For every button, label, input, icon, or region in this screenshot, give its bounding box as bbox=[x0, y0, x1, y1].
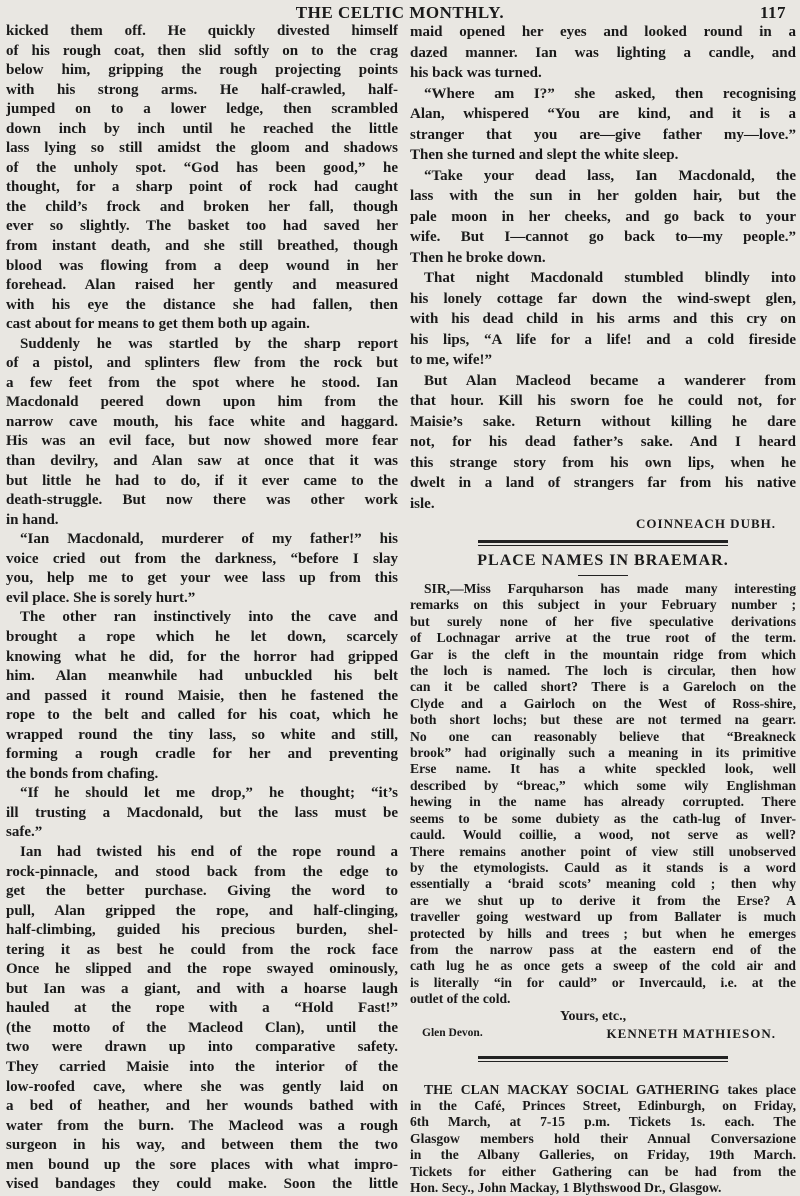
text-line: lass with the sun in her golden hair, but the bbox=[410, 188, 796, 204]
text-line: a few feet from the spot where he stood. Ian bbox=[6, 374, 398, 391]
text-line: Gar is the cleft in the mountain ridge from which bbox=[410, 646, 796, 662]
paragraph bbox=[410, 371, 796, 515]
text-line: half-climbing, guided his precious burden, shel- bbox=[6, 922, 398, 939]
text-line: with his strong arms. He half-crawled, half- bbox=[6, 81, 398, 98]
paragraph bbox=[6, 335, 398, 530]
text-line: in hand. bbox=[6, 511, 59, 528]
text-line: remarks on this subject in your February number ; bbox=[410, 597, 796, 613]
text-line: “If he should let me drop,” he thought; “it’s bbox=[20, 785, 398, 802]
text-line: Erse name. It has a white speckled look, well bbox=[410, 761, 796, 777]
text-line: but little he had to do, if it ever came to the bbox=[6, 472, 398, 489]
text-line: from instant death, and she still breathed, though bbox=[6, 238, 398, 255]
text-line: death-struggle. But now there was other work bbox=[6, 492, 398, 509]
text-line: of Lochnagar arrive at the true root of the term. bbox=[410, 630, 796, 646]
text-line: water from the burn. The Macleod was a rough bbox=[6, 1117, 398, 1134]
text-line: wife. But I—cannot go back to—my people.” bbox=[410, 229, 796, 245]
text-line: of his rough coat, then slid softly on to the crag bbox=[6, 42, 398, 59]
text-line: rope to the belt and called for his coat, which he bbox=[6, 707, 398, 724]
letter-closing: Yours, etc., bbox=[560, 1008, 627, 1024]
text-line: seems to be some dubiety as the cath-lug of Inver- bbox=[410, 810, 796, 826]
text-line: rock-pinnacle, and stood back from the edge to bbox=[6, 863, 398, 880]
text-line: from the narrow pass at the eastern end of the bbox=[410, 941, 796, 957]
clan-mackay-notice bbox=[410, 1082, 796, 1196]
paragraph bbox=[6, 608, 398, 784]
text-line: of the unholy spot. “God has been good,” he bbox=[6, 159, 398, 176]
article-heading: PLACE NAMES IN BRAEMAR. bbox=[477, 552, 729, 569]
text-line: his lips, “A life for a life! and a cold fireside bbox=[410, 331, 796, 348]
text-line: jumped on to a lower ledge, then scrambled bbox=[6, 101, 398, 118]
text-line: the bonds from chafing. bbox=[6, 765, 159, 782]
text-line: 6th March, at 7-15 p.m. Tickets 1s. each. The bbox=[410, 1114, 796, 1130]
text-line: tering it as best he could from the rock face bbox=[6, 941, 398, 958]
text-line: a bed of heather, and her wounds bathed with bbox=[6, 1098, 398, 1115]
letter-signature: KENNETH MATHIESON. bbox=[606, 1025, 776, 1041]
text-line: (the motto of the Macleod Clan), until the bbox=[6, 1019, 398, 1036]
text-line: Once he slipped and the rope swayed ominously, bbox=[6, 961, 398, 978]
text-line: is literally “in for cauld” or Invercauld, i.e. at the bbox=[410, 974, 796, 990]
letter-signoff bbox=[410, 1025, 796, 1042]
text-line: surgeon in his way, and between them the two bbox=[6, 1137, 398, 1154]
text-line: hewing in the name has already corrupted. There bbox=[410, 794, 796, 810]
text-line: you, help me to get your wee lass up from this bbox=[6, 570, 398, 587]
text-line: No one can reasonably believe that “Breakneck bbox=[410, 728, 796, 744]
text-line: hauled at the rope with a “Hold Fast!” bbox=[6, 1000, 398, 1017]
text-line: dwelt in a land of strangers far from his native bbox=[410, 475, 796, 491]
paragraph bbox=[410, 22, 796, 84]
short-rule bbox=[578, 575, 628, 576]
paragraph bbox=[410, 1082, 796, 1196]
paragraph bbox=[410, 581, 796, 1008]
text-line: cauld. Would coillie, a wood, not serve as well? bbox=[410, 827, 796, 843]
text-line: but Ian was a giant, and with a hoarse laugh bbox=[6, 980, 398, 997]
right-column bbox=[410, 22, 796, 1196]
text-line: down inch by inch until he reached the little bbox=[6, 120, 398, 137]
text-line: described by “breac,” which some wily Englishman bbox=[410, 777, 796, 793]
text-line: They carried Maisie into the interior of the bbox=[6, 1058, 398, 1075]
text-line: ill trusting a Macdonald, but the lass must be bbox=[6, 804, 398, 821]
text-line: can it be called short? There is a Gareloch on the bbox=[410, 679, 796, 695]
text-line: isle. bbox=[410, 495, 435, 512]
text-line: knowing what he did, for the horror had gripped bbox=[6, 648, 398, 665]
page-number: 117 bbox=[759, 3, 786, 22]
text-line: Then he broke down. bbox=[410, 249, 546, 266]
text-line: brook” had originally such a meaning in its primitive bbox=[410, 745, 796, 761]
text-line: are we shut up to derive it from the Erse? A bbox=[410, 892, 796, 908]
text-line: that hour. Kill his sworn foe he could not, for bbox=[410, 393, 796, 409]
text-line: two were drawn up into comparative safety. bbox=[6, 1039, 398, 1056]
double-rule-divider bbox=[478, 1056, 728, 1062]
text-line: Clyde and a Gairloch on the West of Ross-shire, bbox=[410, 695, 796, 711]
text-line: men bound up the sore places with what impro- bbox=[6, 1156, 398, 1173]
text-line: his lonely cottage far down the wind-swept glen, bbox=[410, 290, 796, 307]
letter-body bbox=[410, 581, 796, 1008]
text-line: Suddenly he was startled by the sharp report bbox=[20, 335, 398, 352]
text-line: safe.” bbox=[6, 824, 43, 841]
text-line: forehead. Alan raised her gently and measured bbox=[6, 277, 398, 294]
text-line: Glasgow members hold their Annual Conversazione bbox=[410, 1130, 796, 1146]
paragraph bbox=[410, 84, 796, 166]
text-line: stranger that you are—give father my—love.” bbox=[410, 126, 796, 143]
text-line: traveller going westward up from Ballater is much bbox=[410, 909, 796, 925]
text-line: lass lying so still amidst the gloom and shadows bbox=[6, 140, 398, 157]
text-line: Hon. Secy., John Mackay, 1 Blythswood Dr., Glasgow. bbox=[410, 1180, 722, 1195]
text-line: The other ran instinctively into the cave and bbox=[20, 609, 398, 626]
text-line: Macdonald peered down upon him from the bbox=[6, 394, 398, 411]
text-line: evil place. She is sorely hurt.” bbox=[6, 589, 196, 606]
story-ending bbox=[410, 22, 796, 514]
text-line: his back was turned. bbox=[410, 65, 542, 81]
text-line: Alan, whispered “You are kind, and it is a bbox=[410, 106, 796, 122]
text-line: him. Alan meanwhile had unbuckled his belt bbox=[6, 668, 398, 685]
text-line: protected by hills and trees ; but when he emerges bbox=[410, 925, 796, 941]
text-line: dazed manner. Ian was lighting a candle, and bbox=[410, 44, 796, 61]
text-line: Ian had twisted his end of the rope round a bbox=[20, 843, 398, 860]
text-line: with his dead child in his arms and this cry on bbox=[410, 311, 796, 327]
text-line: and passed it round Maisie, then he fastened the bbox=[6, 687, 398, 704]
story-signature: COINNEACH DUBH. bbox=[636, 516, 776, 531]
text-line: of a pistol, and splinters flew from the rock but bbox=[6, 355, 398, 372]
text-line: There remains another point of view still unobserved bbox=[410, 843, 796, 859]
text-line: cath lug he as once gets a sweep of the cold air and bbox=[410, 958, 796, 974]
text-line: below him, gripping the rough projecting points bbox=[6, 62, 398, 79]
text-line: the loch is named. The loch is circular, then how bbox=[410, 663, 796, 679]
text-line: than devilry, and Alan saw at once that it was bbox=[6, 453, 398, 470]
text-line: to me, wife!” bbox=[410, 352, 493, 368]
text-line: the child’s frock and broken her fall, though bbox=[6, 198, 398, 215]
text-line: That night Macdonald stumbled blindly into bbox=[424, 270, 796, 286]
text-line: get the better purchase. Giving the word to bbox=[6, 883, 398, 900]
text-line: “Where am I?” she asked, then recognising bbox=[424, 85, 796, 102]
text-line: vised bandages they could make. Soon the little bbox=[6, 1176, 398, 1193]
text-line: in the Albany Galleries, on Friday, 19th March. bbox=[410, 1147, 796, 1163]
text-line: maid opened her eyes and looked round in a bbox=[410, 24, 796, 40]
text-line: both short lochs; but these are not termed na gearr. bbox=[410, 712, 796, 728]
text-line: narrow cave mouth, his face white and haggard. bbox=[6, 413, 398, 430]
text-line: cast about for means to get them both up again. bbox=[6, 316, 310, 333]
text-line: Tickets for either Gathering can be had from the bbox=[410, 1163, 796, 1179]
text-line: wrapped round the tiny lass, so white and still, bbox=[6, 726, 398, 743]
text-line: this strange story from his own lips, when he bbox=[410, 454, 796, 471]
text-line: by the etymologists. Cauld as it stands is a word bbox=[410, 859, 796, 875]
text-line: “Ian Macdonald, murderer of my father!” his bbox=[20, 531, 398, 548]
paragraph bbox=[6, 22, 398, 335]
left-column bbox=[6, 22, 398, 1195]
paragraph bbox=[6, 843, 398, 1195]
paragraph bbox=[410, 166, 796, 269]
text-line: brought a rope which he let down, scarcely bbox=[6, 628, 398, 645]
text-line: voice cried out from the darkness, “before I slay bbox=[6, 550, 398, 567]
journal-title: THE CELTIC MONTHLY. bbox=[295, 3, 505, 22]
text-line: outlet of the cold. bbox=[410, 991, 511, 1007]
text-line: THE CLAN MACKAY SOCIAL GATHERING takes place bbox=[424, 1081, 796, 1097]
text-line: Then she turned and slept the white sleep. bbox=[410, 147, 679, 163]
text-line: forming a rough cradle for her and preventing bbox=[6, 746, 398, 763]
text-line: with his eye the distance she had fallen, then bbox=[6, 296, 398, 313]
text-line: pale moon in her cheeks, and go back to your bbox=[410, 208, 796, 225]
paragraph bbox=[6, 530, 398, 608]
text-line: essentially a ‘braid scots’ meaning cold ; then why bbox=[410, 876, 796, 892]
text-line: SIR,—Miss Farquharson has made many interesting bbox=[424, 581, 796, 596]
text-line: kicked them off. He quickly divested himself bbox=[6, 23, 398, 39]
paragraph bbox=[6, 784, 398, 843]
text-line: but surely none of her five speculative derivations bbox=[410, 613, 796, 629]
text-line: not, for his dead father’s sake. And I heard bbox=[410, 434, 796, 450]
text-line: But Alan Macleod became a wanderer from bbox=[424, 372, 796, 389]
text-line: “Take your dead lass, Ian Macdonald, the bbox=[424, 167, 796, 184]
text-line: Maisie’s sake. Return without killing he dare bbox=[410, 413, 796, 430]
text-line: His was an evil face, but now showed more fear bbox=[6, 433, 398, 450]
text-line: thought, for a sharp point of rock had caught bbox=[6, 179, 398, 196]
text-line: ever so slightly. The basket too had saved her bbox=[6, 218, 398, 235]
text-line: low-roofed cave, where she was gently laid on bbox=[6, 1078, 398, 1095]
letter-place: Glen Devon. bbox=[422, 1026, 483, 1039]
text-line: blood was flowing from a deep wound in her bbox=[6, 257, 398, 274]
text-line: pull, Alan gripped the rope, and half-clinging, bbox=[6, 902, 398, 919]
paragraph bbox=[410, 268, 796, 371]
double-rule-divider bbox=[478, 540, 728, 546]
text-line: in the Café, Princes Street, Edinburgh, on Friday, bbox=[410, 1097, 796, 1113]
